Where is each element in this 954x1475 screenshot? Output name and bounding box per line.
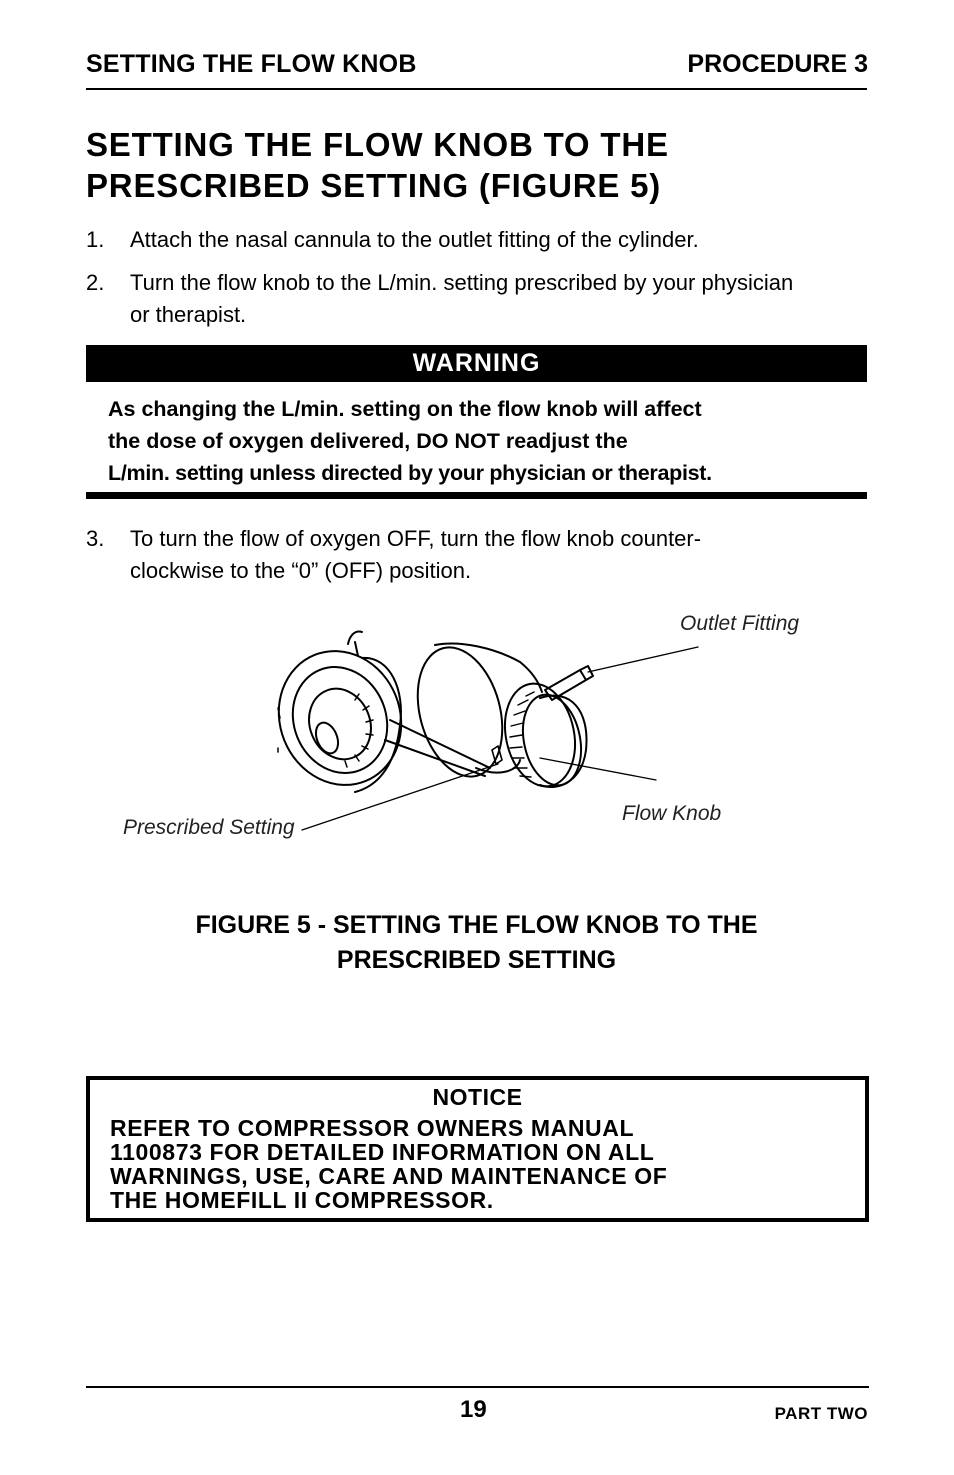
- section-title-line-1: SETTING THE FLOW KNOB TO THE: [86, 126, 669, 163]
- cylinder-top-edge: [435, 644, 520, 662]
- flow-knob-cap: [540, 696, 587, 787]
- gauge-body-side: [355, 658, 401, 792]
- step-number: 3.: [86, 526, 105, 551]
- step-number: 2.: [86, 270, 105, 295]
- section-title: [86, 124, 846, 206]
- figure-caption-line-2: PRESCRIBED SETTING: [336, 946, 617, 974]
- label-outlet-fitting: Outlet Fitting: [680, 612, 800, 635]
- gauge-inner-ring: [277, 653, 403, 788]
- section-title-line-2: PRESCRIBED SETTING (FIGURE 5): [86, 167, 662, 204]
- warning-line-3: L/min. setting unless directed by your physician or therapist.: [108, 461, 712, 485]
- step-2: [86, 267, 806, 331]
- header-rule: [86, 88, 867, 90]
- step-text: Turn the flow knob to the L/min. setting prescribed by your physician or therapist.: [130, 270, 794, 327]
- cylinder-face: [404, 638, 515, 786]
- gauge-outer-ring: [259, 632, 421, 803]
- page-number: 19: [460, 1396, 487, 1423]
- notice-box: [86, 1076, 869, 1222]
- warning-bottom-rule: [86, 492, 867, 499]
- gauge-ticks: [345, 694, 373, 767]
- step-number: 1.: [86, 227, 105, 252]
- notice-title: NOTICE: [432, 1084, 523, 1110]
- leader-prescribed-setting: [302, 764, 498, 830]
- label-flow-knob: Flow Knob: [622, 802, 722, 825]
- warning-text: [108, 393, 858, 489]
- figure-caption-line-1: FIGURE 5 - SETTING THE FLOW KNOB TO THE: [195, 911, 758, 939]
- running-header-title: SETTING THE FLOW KNOB: [86, 50, 417, 78]
- notice-line-2: 1100873 FOR DETAILED INFORMATION ON ALL: [110, 1139, 655, 1165]
- step-text: To turn the flow of oxygen OFF, turn the flow knob counter-clockwise to the “0” (OFF) position.: [130, 526, 702, 583]
- leader-flow-knob: [540, 758, 656, 780]
- gauge-dial: [299, 679, 382, 768]
- running-header-procedure: PROCEDURE 3: [687, 50, 868, 78]
- warning-line-1: As changing the L/min. setting on the flow knob will affect: [108, 397, 702, 421]
- notice-line-4: THE HOMEFILL II COMPRESSOR.: [110, 1187, 494, 1213]
- gauge-center: [312, 719, 343, 756]
- notice-line-1: REFER TO COMPRESSOR OWNERS MANUAL: [110, 1115, 635, 1141]
- step-text: Attach the nasal cannula to the outlet fitting of the cylinder.: [130, 227, 699, 252]
- label-prescribed-setting: Prescribed Setting: [123, 816, 295, 839]
- flow-knob-face: [515, 689, 589, 791]
- warning-line-2: the dose of oxygen delivered, DO NOT readjust the: [108, 429, 628, 453]
- notice-line-3: WARNINGS, USE, CARE AND MAINTENANCE OF: [110, 1163, 668, 1189]
- notice-body: [110, 1116, 850, 1212]
- part-label: PART TWO: [774, 1404, 868, 1423]
- step-1: [86, 224, 867, 256]
- warning-banner: WARNING: [86, 345, 867, 382]
- footer-rule: [86, 1386, 869, 1388]
- leader-outlet-fitting: [588, 647, 698, 672]
- step-3: [86, 523, 726, 587]
- figure-caption: [86, 908, 867, 978]
